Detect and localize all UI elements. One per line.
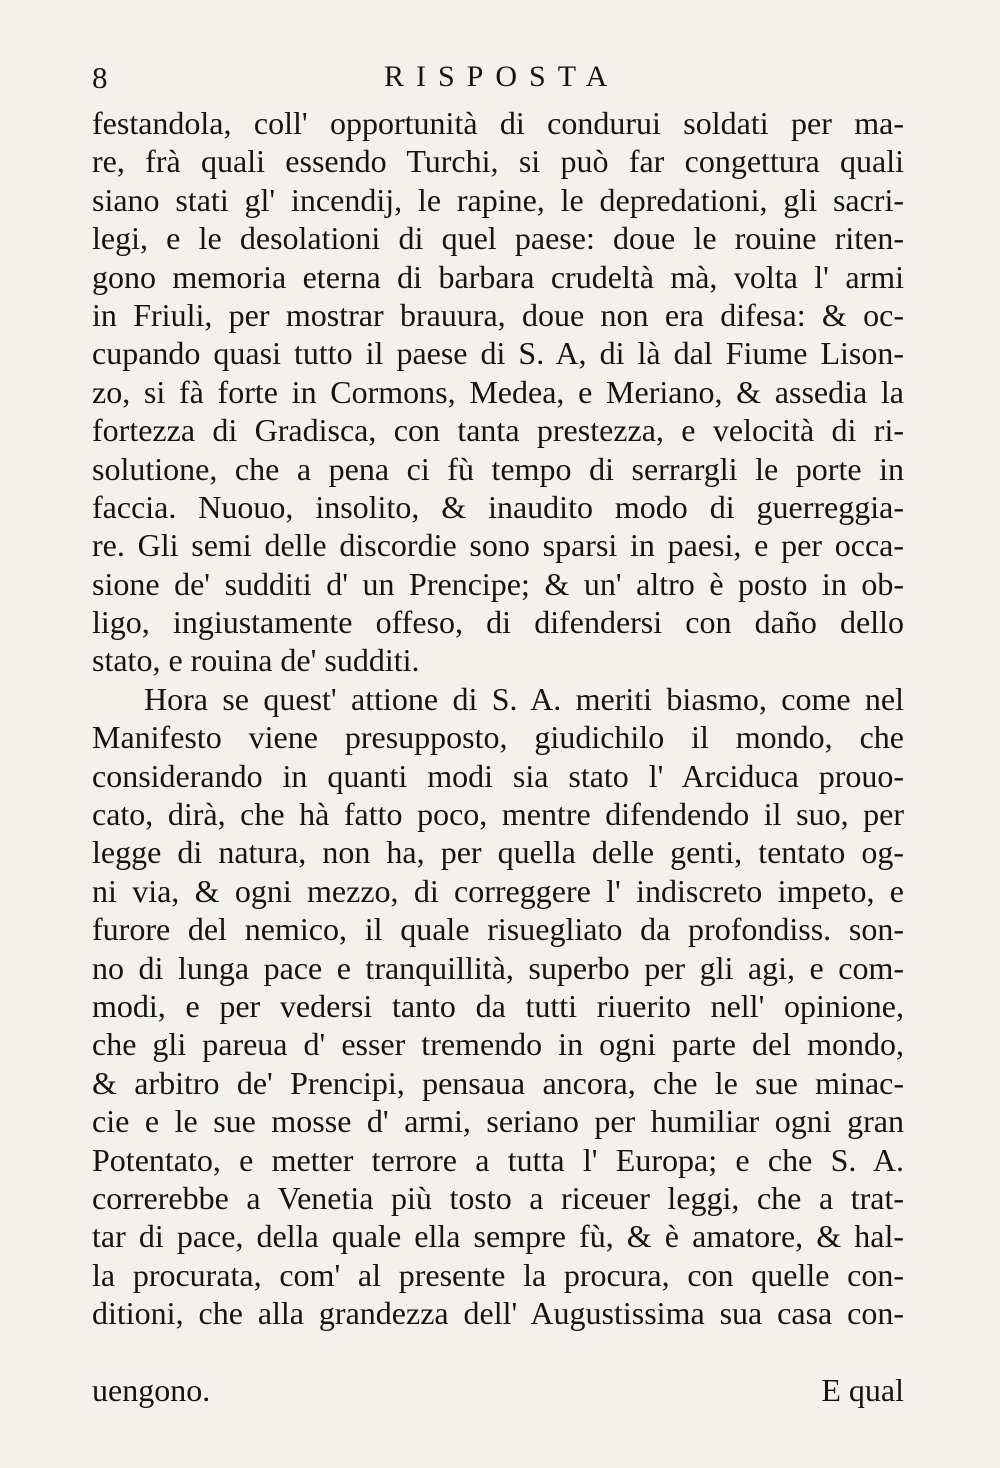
text-line: festandola, coll' opportunità di condurui soldati per ma-: [92, 105, 904, 141]
text-line: Manifesto viene presupposto, giudichilo il mondo, che: [92, 719, 904, 756]
text-line: stato, e rouina de' sudditi.: [92, 642, 420, 679]
text-line: solutione, che a pena ci fù tempo di serrargli le porte in: [92, 450, 904, 487]
text-line: ligo, ingiustamente offeso, di difendersi con daño dello: [92, 604, 904, 641]
text-line: zo, si fà forte in Cormons, Medea, e Meriano, & assedia la: [92, 373, 904, 410]
text-line: che gli pareua d' esser tremendo in ogni parte del mondo,: [92, 1026, 904, 1063]
text-line: legge di natura, non ha, per quella delle genti, tentato og-: [92, 834, 904, 871]
text-line: siano stati gl' incendij, le rapine, le depredationi, gli sacri-: [92, 181, 904, 218]
text-line: legi, e le desolationi di quel paese: doue le rouine riten-: [92, 220, 904, 257]
text-line: no di lunga pace e tranquillità, superbo per gli agi, e com-: [92, 949, 904, 986]
text-line: ditioni, che alla grandezza dell' Augustissima sua casa con-: [92, 1295, 904, 1332]
body-text: [92, 104, 904, 1333]
text-line: furore del nemico, il quale risuegliato da profondiss. son-: [92, 911, 904, 948]
page-header: [92, 54, 652, 100]
text-line: re, frà quali essendo Turchi, si può far congettura quali: [92, 143, 904, 180]
text-line: ni via, & ogni mezzo, di correggere l' indiscreto impeto, e: [92, 872, 904, 909]
last-line: [92, 1372, 904, 1412]
catchword: E qual: [821, 1372, 904, 1408]
text-line: cupando quasi tutto il paese di S. A, di là dal Fiume Lison-: [92, 335, 904, 372]
text-line: cie e le sue mosse d' armi, seriano per humiliar ogni gran: [92, 1103, 904, 1140]
final-word: uengono.: [92, 1372, 211, 1408]
text-line: cato, dirà, che hà fatto poco, mentre difendendo il suo, per: [92, 796, 904, 833]
text-line: gono memoria eterna di barbara crudeltà mà, volta l' armi: [92, 258, 904, 295]
text-line: considerando in quanti modi sia stato l' Arciduca prouo-: [92, 757, 904, 794]
text-line: tar di pace, della quale ella sempre fù, & è amatore, & hal-: [92, 1218, 904, 1255]
text-line: correrebbe a Venetia più tosto a riceuer leggi, che a trat-: [92, 1179, 904, 1216]
text-line: faccia. Nuouo, insolito, & inaudito modo di guerreggia-: [92, 488, 904, 525]
text-line: sione de' sudditi d' un Prencipe; & un' altro è posto in ob-: [92, 565, 904, 602]
text-line: in Friuli, per mostrar brauura, doue non era difesa: & oc-: [92, 296, 904, 333]
text-line: & arbitro de' Prencipi, pensaua ancora, che le sue minac-: [92, 1064, 904, 1101]
text-line: Hora se quest' attione di S. A. meriti biasmo, come nel: [144, 680, 904, 717]
text-line: modi, e per vedersi tanto da tutti riuerito nell' opinione,: [92, 987, 904, 1024]
text-line: fortezza di Gradisca, con tanta prestezza, e velocità di ri-: [92, 412, 904, 449]
text-line: re. Gli semi delle discordie sono sparsi in paesi, e per occa-: [92, 527, 904, 564]
page-number: 8: [92, 60, 108, 95]
text-line: Potentato, e metter terrore a tutta l' Europa; e che S. A.: [92, 1141, 904, 1178]
running-title: RISPOSTA: [384, 60, 620, 93]
text-line: la procurata, com' al presente la procura, con quelle con-: [92, 1256, 904, 1293]
